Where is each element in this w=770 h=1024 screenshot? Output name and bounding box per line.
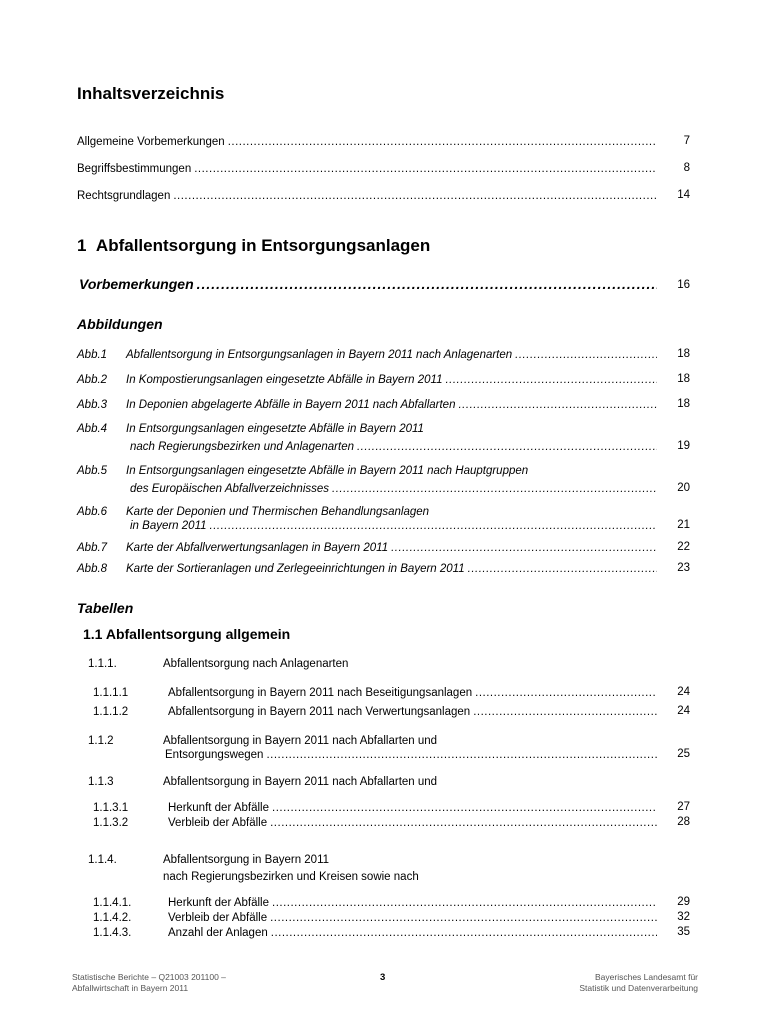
abb-number: Abb.6	[77, 506, 108, 518]
toc-label: Entsorgungswegen	[165, 749, 264, 761]
toc-leader	[197, 277, 657, 291]
toc-page: 29	[677, 896, 690, 908]
toc-label: In Entsorgungsanlagen eingesetzte Abfälle in Bayern 2011 nach Hauptgruppen	[126, 465, 529, 477]
table-number: 1.1.4.3.	[93, 927, 132, 939]
toc-leader	[272, 801, 657, 815]
chapter-number: 1	[77, 236, 87, 255]
footer-series: Statistische Berichte – Q21003 201100 –	[72, 972, 226, 982]
toc-entry-begriffsbestimmungen[interactable]	[77, 162, 657, 176]
toc-page: 20	[677, 482, 690, 494]
toc-page: 16	[677, 279, 690, 291]
toc-entry-abb[interactable]	[126, 562, 657, 576]
table-number: 1.1.3.2	[93, 817, 129, 829]
toc-label: Karte der Abfallverwertungsanlagen in Bayern 2011	[126, 542, 389, 554]
toc-page: 21	[677, 519, 690, 531]
toc-page: 32	[677, 911, 690, 923]
toc-leader	[271, 926, 657, 940]
toc-label: Rechtsgrundlagen	[77, 190, 171, 202]
toc-entry-abb[interactable]	[126, 373, 657, 387]
toc-page: 14	[677, 189, 690, 201]
table-number: 1.1.1.	[88, 658, 117, 670]
footer-page-number: 3	[380, 972, 386, 983]
footer-right	[579, 972, 698, 994]
toc-label: In Deponien abgelagerte Abfälle in Bayern 2011 nach Abfallarten	[126, 399, 456, 411]
toc-entry-rechtsgrundlagen[interactable]	[77, 189, 657, 203]
toc-label: In Kompostierungsanlagen eingesetzte Abfälle in Bayern 2011	[126, 374, 443, 386]
toc-page: 8	[683, 162, 690, 174]
toc-entry-abb[interactable]	[130, 519, 657, 533]
toc-label: Herkunft der Abfälle	[168, 897, 270, 909]
toc-label: Karte der Sortieranlagen und Zerlegeeinrichtungen in Bayern 2011	[126, 563, 465, 575]
toc-leader	[270, 911, 657, 925]
toc-entry-abb[interactable]	[130, 482, 657, 496]
footer-publisher: Bayerisches Landesamt für	[595, 972, 698, 982]
toc-leader	[515, 348, 657, 362]
toc-leader	[468, 562, 657, 576]
section-heading-abbildungen: Abbildungen	[77, 316, 163, 332]
toc-leader	[210, 519, 657, 533]
toc-entry-table[interactable]	[168, 705, 657, 719]
toc-leader	[473, 705, 657, 719]
toc-label: Abfallentsorgung in Bayern 2011 nach Verwertungsanlagen	[168, 706, 471, 718]
toc-label: In Entsorgungsanlagen eingesetzte Abfälle in Bayern 2011	[126, 423, 424, 435]
toc-label: Abfallentsorgung in Bayern 2011 nach Beseitigungsanlagen	[168, 687, 473, 699]
table-number: 1.1.1.2	[93, 706, 129, 718]
toc-page: 22	[677, 541, 690, 553]
toc-label: Abfallentsorgung in Bayern 2011	[163, 854, 330, 866]
toc-page: 18	[677, 348, 690, 360]
chapter-heading	[77, 236, 430, 256]
abb-number: Abb.2	[77, 374, 108, 386]
toc-entry-table[interactable]	[168, 896, 657, 910]
table-number: 1.1.4.	[88, 854, 117, 866]
toc-label: Abfallentsorgung nach Anlagenarten	[163, 658, 349, 670]
toc-leader	[228, 135, 657, 149]
abb-number: Abb.8	[77, 563, 108, 575]
table-number: 1.1.4.1.	[93, 897, 132, 909]
toc-leader	[332, 482, 657, 496]
abb-number: Abb.1	[77, 349, 108, 361]
footer-report-title: Abfallwirtschaft in Bayern 2011	[72, 983, 189, 993]
toc-entry-table[interactable]	[168, 816, 657, 830]
toc-entry-abb[interactable]	[130, 440, 657, 454]
toc-label: Abfallentsorgung in Bayern 2011 nach Abfallarten und	[163, 735, 438, 747]
toc-page: 28	[677, 816, 690, 828]
toc-label: Verbleib der Abfälle	[168, 817, 268, 829]
toc-label: Anzahl der Anlagen	[168, 927, 268, 939]
toc-entry-vorbemerkungen-allgemein[interactable]	[77, 135, 657, 149]
subsection-heading: 1.1 Abfallentsorgung allgemein	[83, 626, 291, 642]
abb-number: Abb.7	[77, 542, 108, 554]
section-heading-tabellen: Tabellen	[77, 600, 134, 616]
toc-page: 24	[677, 686, 690, 698]
toc-leader	[173, 189, 657, 203]
toc-leader	[458, 398, 657, 412]
toc-label: Allgemeine Vorbemerkungen	[77, 136, 225, 148]
table-number: 1.1.4.2.	[93, 912, 132, 924]
toc-entry-vorbemerkungen[interactable]	[79, 277, 657, 291]
toc-label: Vorbemerkungen	[79, 276, 194, 292]
toc-label: Abfallentsorgung in Bayern 2011 nach Abfallarten und	[163, 776, 438, 788]
table-number: 1.1.3	[88, 776, 114, 788]
toc-entry-table[interactable]	[168, 911, 657, 925]
table-number: 1.1.2	[88, 735, 114, 747]
toc-label: des Europäischen Abfallverzeichnisses	[130, 483, 330, 495]
table-number: 1.1.3.1	[93, 802, 129, 814]
page-title: Inhaltsverzeichnis	[77, 84, 225, 103]
toc-leader	[194, 162, 657, 176]
toc-label: Karte der Deponien und Thermischen Behandlungsanlagen	[126, 506, 430, 518]
toc-label: Verbleib der Abfälle	[168, 912, 268, 924]
toc-entry-table[interactable]	[168, 926, 657, 940]
toc-label: nach Regierungsbezirken und Kreisen sowie nach	[163, 871, 419, 883]
toc-page: 25	[677, 748, 690, 760]
toc-leader	[357, 440, 657, 454]
footer-left	[72, 972, 226, 994]
toc-leader	[445, 373, 657, 387]
toc-entry-table[interactable]	[168, 686, 657, 700]
toc-page: 35	[677, 926, 690, 938]
toc-page: 27	[677, 801, 690, 813]
toc-page: 18	[677, 398, 690, 410]
table-number: 1.1.1.1	[93, 687, 129, 699]
abb-number: Abb.5	[77, 465, 108, 477]
toc-leader	[475, 686, 657, 700]
toc-label: Herkunft der Abfälle	[168, 802, 270, 814]
toc-leader	[266, 748, 657, 762]
toc-label: in Bayern 2011	[130, 520, 207, 532]
toc-entry-abb[interactable]	[126, 541, 657, 555]
toc-leader	[272, 896, 657, 910]
footer-publisher-line2: Statistik und Datenverarbeitung	[579, 983, 698, 993]
toc-label: nach Regierungsbezirken und Anlagenarten	[130, 441, 354, 453]
toc-entry-abb[interactable]	[126, 348, 657, 362]
toc-page: 18	[677, 373, 690, 385]
toc-page: 24	[677, 705, 690, 717]
toc-entry-table[interactable]	[168, 801, 657, 815]
toc-entry-abb[interactable]	[126, 398, 657, 412]
toc-label: Begriffsbestimmungen	[77, 163, 192, 175]
abb-number: Abb.4	[77, 423, 108, 435]
toc-leader	[391, 541, 657, 555]
toc-entry-table[interactable]	[165, 748, 657, 762]
toc-page: 19	[677, 440, 690, 452]
toc-label: Abfallentsorgung in Entsorgungsanlagen in Bayern 2011 nach Anlagenarten	[126, 349, 513, 361]
chapter-title: Abfallentsorgung in Entsorgungsanlagen	[95, 236, 431, 255]
abb-number: Abb.3	[77, 399, 108, 411]
toc-leader	[270, 816, 657, 830]
toc-page: 23	[677, 562, 690, 574]
toc-page: 7	[683, 135, 690, 147]
